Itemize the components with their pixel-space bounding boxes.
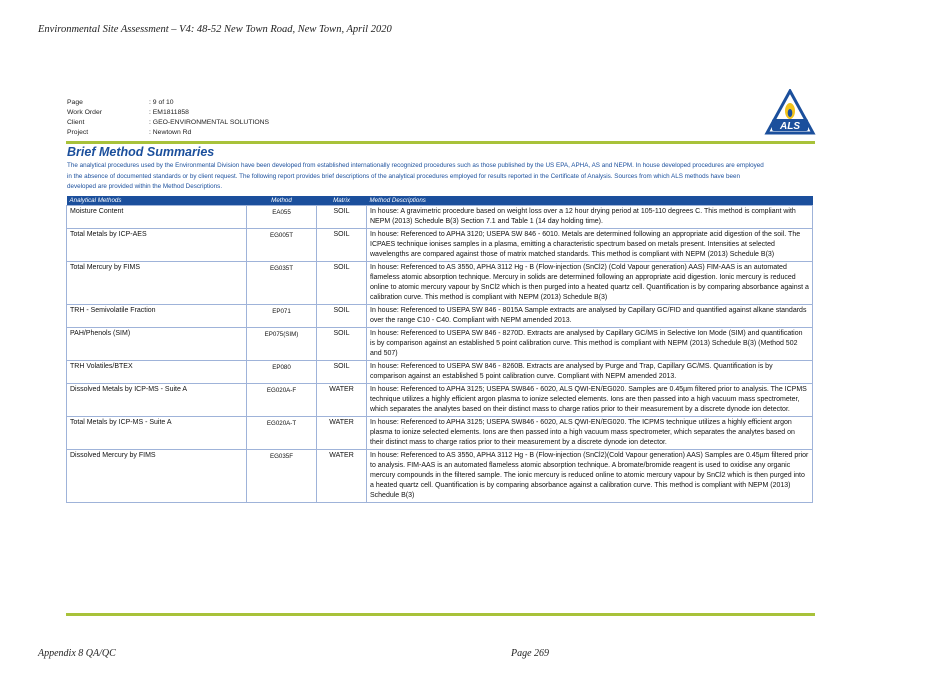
analytical-method-cell: Dissolved Metals by ICP-MS - Suite A <box>67 383 247 416</box>
header-matrix: Matrix <box>317 196 367 205</box>
section-title: Brief Method Summaries <box>67 145 215 159</box>
table-row <box>67 416 813 449</box>
method-code-cell: EG020A-T <box>247 416 317 449</box>
table-row <box>67 360 813 383</box>
analytical-method-cell: Dissolved Mercury by FIMS <box>67 449 247 502</box>
analytical-method-cell: TRH - Semivolatile Fraction <box>67 304 247 327</box>
method-code-cell: EG035T <box>247 261 317 304</box>
table-row <box>67 304 813 327</box>
table-row <box>67 228 813 261</box>
method-description-cell: In house: Referenced to APHA 3120; USEPA SW 846 - 6010. Metals are determined following an appropriate acid digestion of the soil. The ICPAES technique ionises samples in a plasma, emitting a characteristic spectrum based on metals present. Intensities at selected wavelengths are compared against those of matrix matched standards. This method is compliant with NEPM (2013) Schedule B(3) <box>367 228 813 261</box>
footer-page-number: Page 269 <box>511 648 550 659</box>
analytical-method-cell: Total Metals by ICP-AES <box>67 228 247 261</box>
meta-value: : GEO-ENVIRONMENTAL SOLUTIONS <box>149 119 270 126</box>
method-code-cell: EP075(SIM) <box>247 327 317 360</box>
method-description-cell: In house: Referenced to APHA 3125; USEPA SW846 - 6020, ALS QWI-EN/EG020. Samples are 0.45µm filtered prior to analysis. The ICPMS technique utilizes a highly efficient argon plasma to ionize selected elements. Ions are then passed into a high vacuum mass spectrometer, which separates the analytes based on their distinct mass to charge ratios prior to their measurement by a discrete dynode ion detector. <box>367 383 813 416</box>
table-row <box>67 449 813 502</box>
table-row <box>67 327 813 360</box>
meta-row <box>67 98 269 108</box>
meta-row <box>67 128 269 138</box>
method-description-cell: In house: Referenced to APHA 3125; USEPA SW846 - 6020, ALS QWI-EN/EG020. The ICPMS technique utilizes a highly efficient argon plasma to ionize selected elements. Ions are then passed into a high vacuum mass spectrometer, which separates the analytes based on their distinct mass to charge ratios prior to their measurement by a discrete dynode ion detector. <box>367 416 813 449</box>
logo-text: ALS <box>780 121 800 132</box>
report-meta <box>67 98 269 138</box>
als-logo <box>764 89 816 139</box>
method-code-cell: EA055 <box>247 205 317 228</box>
matrix-cell: SOIL <box>317 327 367 360</box>
method-code-cell: EG035F <box>247 449 317 502</box>
matrix-cell: SOIL <box>317 228 367 261</box>
methods-table <box>66 196 813 503</box>
method-description-cell: In house: Referenced to AS 3550, APHA 3112 Hg - B (Flow-injection (SnCl2)(Cold Vapour generation) AAS) Samples are 0.45µm filtered prior to analysis. FIM-AAS is an automated flameless atomic absorption technique. A bromate/bromide reagent is used to oxidise any organic mercury compounds in the filtered sample. The ionic mercury is reduced online to atomic mercury vapour by SnCl2 which is then purged into a heated quartz cell. Quantification is by comparing absorbance against a calibration curve. This method is compliant with NEPM (2013) Schedule B(3) <box>367 449 813 502</box>
document-header: Environmental Site Assessment – V4: 48-52 New Town Road, New Town, April 2020 <box>38 24 392 35</box>
matrix-cell: WATER <box>317 416 367 449</box>
method-description-cell: In house: Referenced to USEPA SW 846 - 8015A Sample extracts are analysed by Capillary GC/FID and quantified against alkane standards over the range C10 - C40. Compliant with NEPM amended 2013. <box>367 304 813 327</box>
method-code-cell: EG020A-F <box>247 383 317 416</box>
meta-label: Project <box>67 129 89 136</box>
header-analytical-methods: Analytical Methods <box>67 196 247 205</box>
matrix-cell: WATER <box>317 449 367 502</box>
table-header-row <box>67 196 813 205</box>
method-code-cell: EP080 <box>247 360 317 383</box>
footer-appendix: Appendix 8 QA/QC <box>38 648 116 659</box>
meta-row <box>67 118 269 128</box>
analytical-method-cell: PAH/Phenols (SIM) <box>67 327 247 360</box>
matrix-cell: WATER <box>317 383 367 416</box>
analytical-method-cell: Moisture Content <box>67 205 247 228</box>
top-rule <box>66 141 815 144</box>
analytical-method-cell: Total Metals by ICP-MS - Suite A <box>67 416 247 449</box>
method-description-cell: In house: Referenced to USEPA SW 846 - 8270D. Extracts are analysed by Capillary GC/MS in Selective Ion Mode (SIM) and quantification is by comparison against an established 5 point calibration curve. This method is compliant with NEPM (2013) Schedule B(3) (Method 502 and 507) <box>367 327 813 360</box>
matrix-cell: SOIL <box>317 205 367 228</box>
method-description-cell: In house: Referenced to USEPA SW 846 - 8260B. Extracts are analysed by Purge and Trap, Capillary GC/MS. Quantification is by comparison against an established 5 point calibration curve. Compliant with NEPM amended 2013. <box>367 360 813 383</box>
header-method-descriptions: Method Descriptions <box>367 196 813 205</box>
table-row <box>67 205 813 228</box>
meta-value: : 9 of 10 <box>149 99 174 106</box>
meta-label: Page <box>67 99 83 106</box>
method-code-cell: EG005T <box>247 228 317 261</box>
meta-value: : Newtown Rd <box>149 129 192 136</box>
matrix-cell: SOIL <box>317 304 367 327</box>
header-method: Method <box>247 196 317 205</box>
analytical-method-cell: Total Mercury by FIMS <box>67 261 247 304</box>
table-row <box>67 261 813 304</box>
intro-paragraph: The analytical procedures used by the Environmental Division have been developed from established internationally recognized procedures such as those published by the US EPA, APHA, AS and NEPM. In house developed procedures are employed in the absence of documented standards or by client request. The following report provides brief descriptions of the analytical procedures employed for results reported in the Certificate of Analysis. Sources from which ALS methods have been developed are provided within the Method Descriptions. <box>67 162 764 190</box>
bottom-rule <box>66 613 815 616</box>
meta-label: Client <box>67 119 85 126</box>
table-row <box>67 383 813 416</box>
method-description-cell: In house: A gravimetric procedure based on weight loss over a 12 hour drying period at 105-110 degrees C. This method is compliant with NEPM (2013) Schedule B(3) Section 7.1 and Table 1 (14 day holding time). <box>367 205 813 228</box>
method-code-cell: EP071 <box>247 304 317 327</box>
analytical-method-cell: TRH Volatiles/BTEX <box>67 360 247 383</box>
matrix-cell: SOIL <box>317 360 367 383</box>
matrix-cell: SOIL <box>317 261 367 304</box>
meta-label: Work Order <box>67 109 102 116</box>
method-description-cell: In house: Referenced to AS 3550, APHA 3112 Hg - B (Flow-injection (SnCl2) (Cold Vapour generation) AAS) FIM-AAS is an automated flameless atomic absorption technique. Mercury in solids are determined following an appropriate acid digestion. Ionic mercury is reduced online to atomic mercury vapour by SnCl2 which is then purged into a heated quartz cell. Quantification is by comparing absorbance against a calibration curve. This method is compliant with NEPM (2013) Schedule B(3) <box>367 261 813 304</box>
meta-row <box>67 108 269 118</box>
meta-value: : EM1811858 <box>149 109 189 116</box>
